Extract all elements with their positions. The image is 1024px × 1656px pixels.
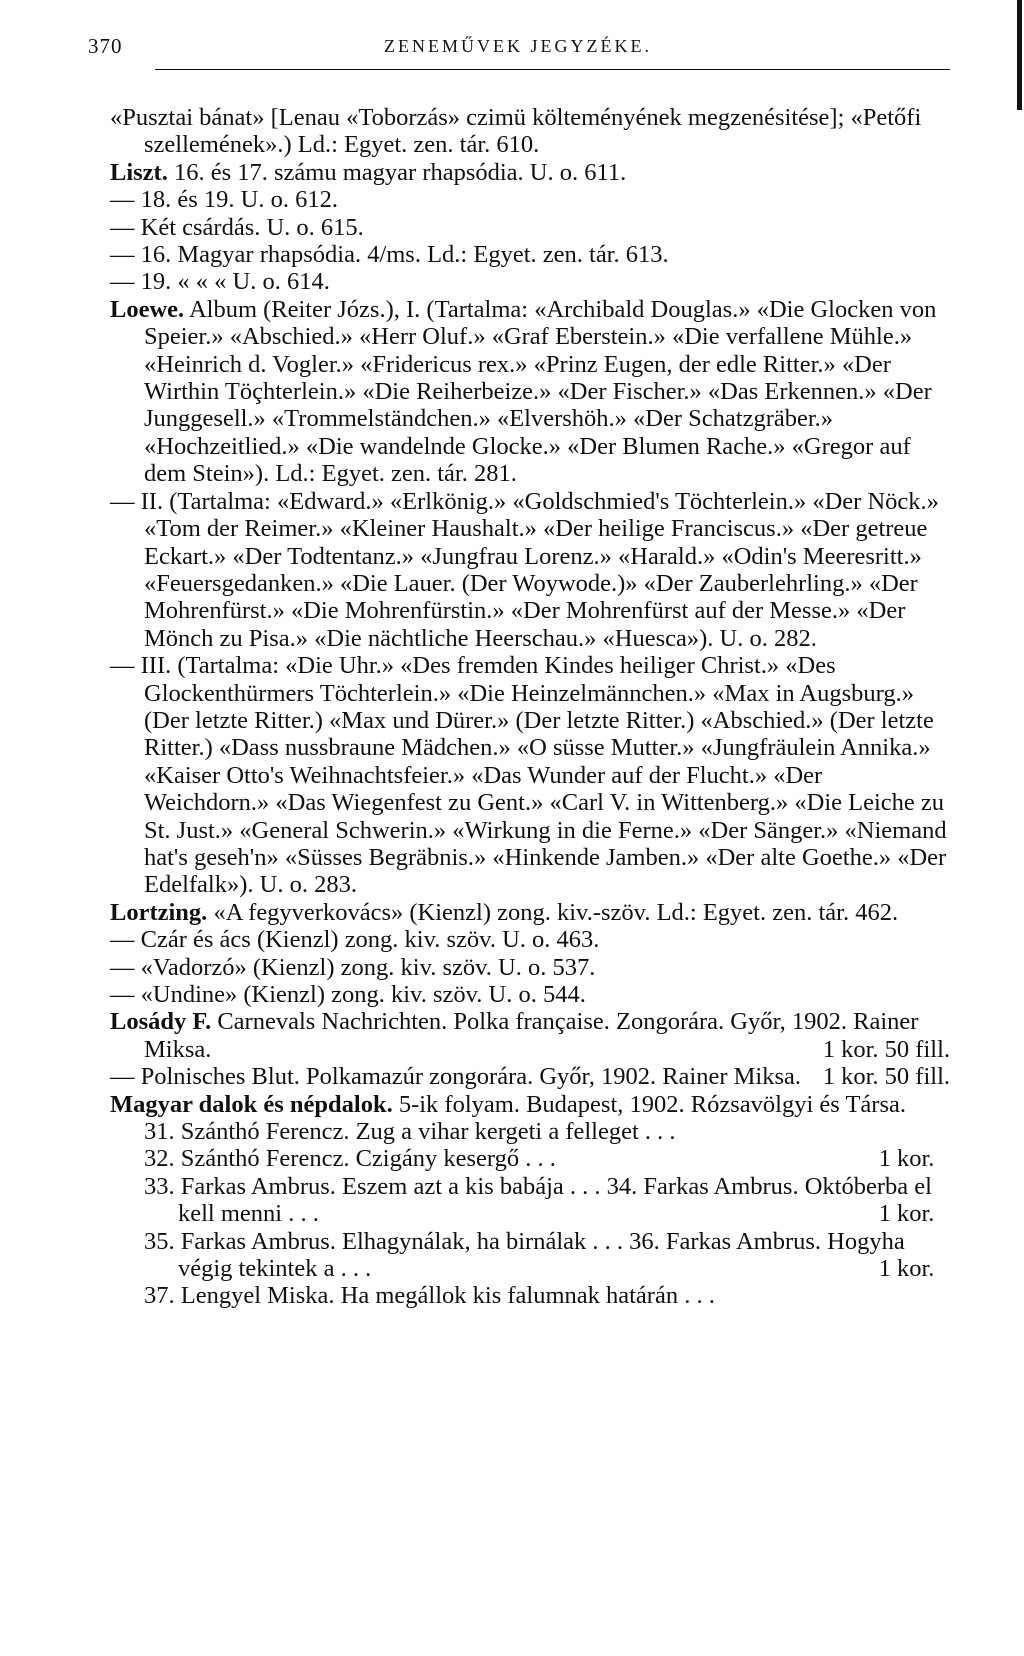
entry-price: 1 kor.	[878, 1255, 935, 1283]
entry-text: — Két csárdás. U. o. 615.	[110, 213, 364, 241]
entry-text: — Polnisches Blut. Polkamazúr zongorára. Győr, 1902. Rainer Miksa.	[110, 1063, 802, 1091]
composer-name: Losády F.	[110, 1008, 212, 1036]
entry-text: 37. Lengyel Miska. Ha megállok kis falumnak határán . . .	[144, 1282, 715, 1310]
catalogue-entry	[110, 954, 950, 981]
catalogue-entry	[110, 186, 950, 213]
page-header	[88, 28, 948, 68]
entry-text: Carnevals Nachrichten. Polka française. Zongorára. Győr, 1902. Rainer Miksa.	[144, 1008, 919, 1063]
catalogue-entry	[110, 296, 950, 488]
entry-text: — II. (Tartalma: «Edward.» «Erlkönig.» «Goldschmied's Töchterlein.» «Der Nöck.» «Tom der Reimer.» «Kleiner Haushalt.» «Der heilige Franciscus.» «Der getreue Eckart.» «Der Todtentanz.» «Jungfrau Lorenz.» «Harald.» «Odin's Meeresritt.» «Feuersgedanken.» «Die Lauer. (Der Woywode.)» «Der Zauberlehrling.» «Der Mohrenfürst.» «Die Mohrenfürstin.» «Der Mohrenfürst auf der Messe.» «Der Mönch zu Pisa.» «Die nächtliche Heerschau.» «Huesca»). U. o. 282.	[110, 487, 939, 652]
catalogue-entry	[110, 1008, 950, 1063]
catalogue-entry	[110, 159, 950, 186]
catalogue-entry	[110, 1091, 950, 1118]
catalogue-entry	[110, 268, 950, 295]
entry-text: — 16. Magyar rhapsódia. 4/ms. Ld.: Egyet. zen. tár. 613.	[110, 241, 669, 269]
composer-name: Loewe.	[110, 295, 185, 323]
composer-name: Lortzing.	[110, 898, 208, 926]
entry-text: 31. Szánthó Ferencz. Zug a vihar kergeti a felleget . . .	[144, 1118, 676, 1146]
entry-text: — III. (Tartalma: «Die Uhr.» «Des fremden Kindes heiliger Christ.» «Des Glockenthürmers Töchterlein.» «Die Heinzelmännchen.» «Max in Augsburg.» (Der letzte Ritter.) «Max und Dürer.» (Der letzte Ritter.) «Abschied.» (Der letzte Ritter.) «Dass nussbraune Mädchen.» «O süsse Mutter.» «Jungfräulein Annika.» «Kaiser Otto's Weihnachtsfeier.» «Das Wunder auf der Flucht.» «Der Weichdorn.» «Das Wiegenfest zu Gent.» «Carl V. in Wittenberg.» «Die Leiche zu St. Just.» «General Schwerin.» «Wirkung in die Ferne.» «Der Sänger.» «Niemand hat's geseh'n» «Süsses Begräbnis.» «Hinkende Jamben.» «Der alte Goethe.» «Der Edelfalk»). U. o. 283.	[110, 652, 947, 899]
catalogue-entry	[110, 1173, 950, 1228]
catalogue-entry	[110, 241, 950, 268]
catalogue-entry	[110, 899, 950, 926]
entry-text: 33. Farkas Ambrus. Eszem azt a kis babája . . . 34. Farkas Ambrus. Októberba el kell menni . . .	[144, 1172, 932, 1228]
entry-text: — 19. « « « U. o. 614.	[110, 268, 330, 296]
catalogue-entry	[110, 488, 950, 652]
catalogue-entry	[110, 214, 950, 241]
catalogue-entry	[110, 1228, 950, 1283]
entry-text: — «Vadorzó» (Kienzl) zong. kiv. szöv. U. o. 537.	[110, 953, 596, 981]
catalogue-text	[110, 104, 950, 1310]
catalogue-entry	[110, 926, 950, 953]
entry-price: 1 kor. 50 fill.	[822, 1063, 950, 1091]
corner-mark	[1017, 0, 1022, 110]
entry-text: Album (Reiter Józs.), I. (Tartalma: «Archibald Douglas.» «Die Glocken von Speier.» «Abschied.» «Herr Oluf.» «Graf Eberstein.» «Die verfallene Mühle.» «Heinrich d. Vogler.» «Fridericus rex.» «Prinz Eugen, der edle Ritter.» «Der Wirthin Töçhterlein.» «Die Reiherbeize.» «Der Fischer.» «Das Erkennen.» «Der Junggesell.» «Trommelständchen.» «Elvershöh.» «Der Schatzgräber.» «Hochzeitlied.» «Die wandelnde Glocke.» «Der Blumen Rache.» «Gregor auf dem Stein»). Ld.: Egyet. zen. tár. 281.	[144, 295, 937, 488]
entry-text: 5-ik folyam. Budapest, 1902. Rózsavölgyi és Társa.	[392, 1090, 906, 1118]
entry-text: «A fegyverkovács» (Kienzl) zong. kiv.-szöv. Ld.: Egyet. zen. tár. 462.	[207, 898, 899, 926]
catalogue-entry	[110, 981, 950, 1008]
entry-text: «Pusztai bánat» [Lenau «Toborzás» czimü költeményének megzenésitése]; «Petőfi szellemének».) Ld.: Egyet. zen. tár. 610.	[110, 104, 922, 159]
entry-price: 1 kor.	[878, 1145, 935, 1173]
page-number: 370	[88, 34, 123, 58]
composer-name: Magyar dalok és népdalok.	[110, 1090, 393, 1118]
catalogue-entry	[110, 104, 950, 159]
entry-text: 16. és 17. számu magyar rhapsódia. U. o. 611.	[167, 158, 627, 186]
running-head: ZENEMŰVEK JEGYZÉKE.	[384, 36, 652, 56]
entry-text: 35. Farkas Ambrus. Elhagynálak, ha birnálak . . . 36. Farkas Ambrus. Hogyha végig tekintek a . . .	[144, 1227, 905, 1283]
entry-price: 1 kor.	[878, 1200, 935, 1228]
catalogue-entry	[110, 1118, 950, 1145]
entry-text: 32. Szánthó Ferencz. Czigány kesergő . . .	[144, 1145, 556, 1173]
catalogue-entry	[110, 1145, 950, 1172]
entry-price: 1 kor. 50 fill.	[822, 1035, 950, 1063]
entry-text: — Czár és ács (Kienzl) zong. kiv. szöv. U. o. 463.	[110, 926, 600, 954]
entry-text: — «Undine» (Kienzl) zong. kiv. szöv. U. o. 544.	[110, 981, 586, 1008]
catalogue-entry	[110, 1282, 950, 1309]
composer-name: Liszt.	[110, 158, 168, 186]
entry-text: — 18. és 19. U. o. 612.	[110, 186, 338, 214]
header-rule	[155, 69, 950, 70]
catalogue-entry	[110, 652, 950, 899]
catalogue-entry	[110, 1063, 950, 1090]
